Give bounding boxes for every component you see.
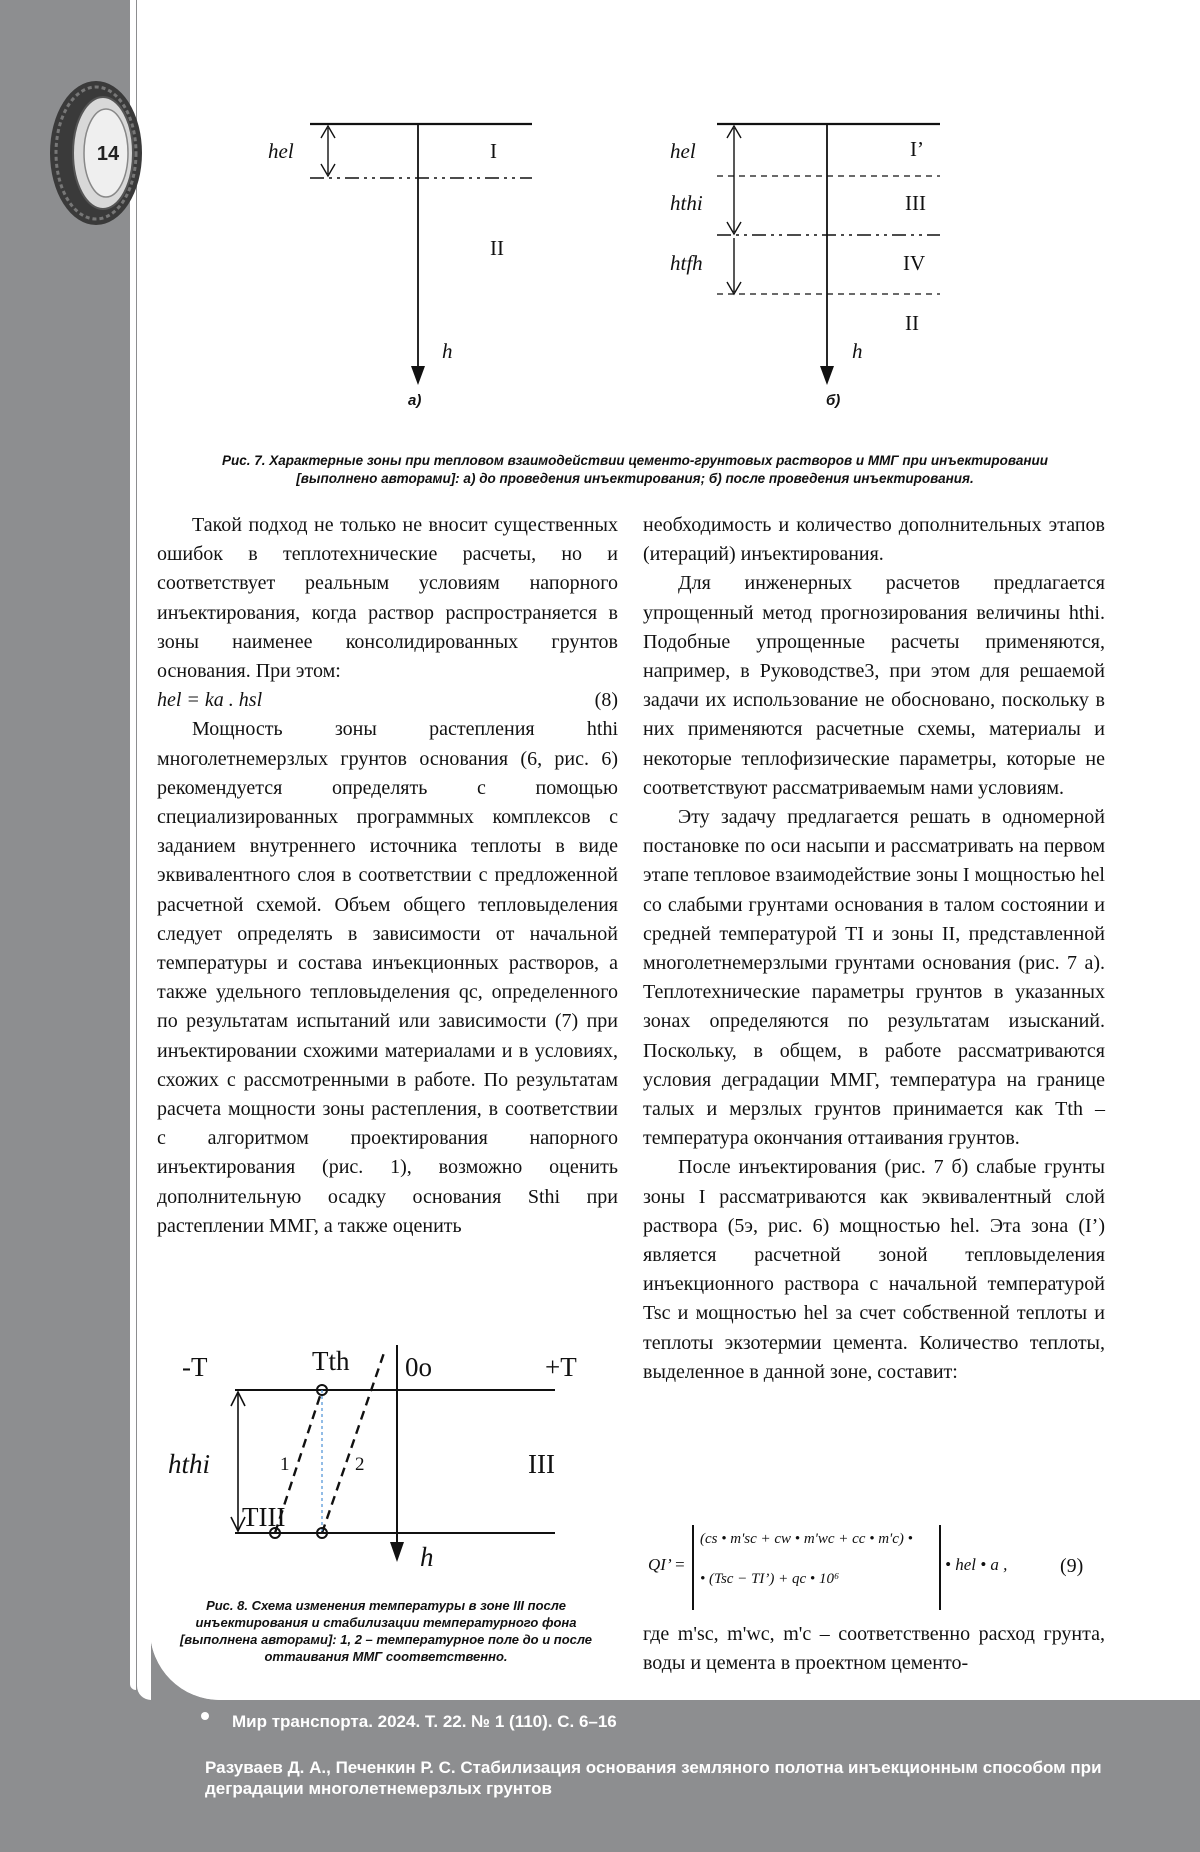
paragraph: Эту задачу предлагается решать в одномерной постановке по оси насыпи и рассматривать на первом этапе тепловое взаимодействие зоны I мощностью hel со слабыми грунтами основания в талом состоянии и средней температурой TI и зоны II, представленной многолетнемерзлыми грунтами основания (рис. 7 а). Теплотехнические параметры грунтов в указанных зонах определяются по результатам изысканий. Поскольку, в общем, в работе рассматриваются условия деградации ММГ, температура на границе талых и мерзлых грунтов принимается как Tth – температура окончания оттаивания грунтов.: [643, 806, 1105, 1150]
paragraph: Для инженерных расчетов предлагается упрощенный метод прогнозирования величины hthi. Подобные упрощенные расчеты применяются, например, в Руководстве3, при этом для решаемой задачи их использование не обосновано, поскольку в них применяются расчетные схемы, материалы и некоторые теплофизические параметры, которые не соответствуют рассматриваемым нами условиям.: [643, 572, 1105, 799]
journal-reference: Мир транспорта. 2024. Т. 22. № 1 (110). С. 6–16: [232, 1712, 617, 1731]
label-zero: 0o: [405, 1352, 432, 1382]
page-number: 14: [96, 143, 120, 165]
zone-label: I: [490, 139, 497, 163]
paragraph: где m'sc, m'wc, m'c – соответственно расход грунта, воды и цемента в проектном цементо-: [643, 1623, 1105, 1675]
paragraph: Мощность зоны растепления hthi многолетнемерзлых грунтов основания (6, рис. 6) рекомендуется определять с помощью специализированных программных комплексов с заданием внутреннего источника теплоты в виде эквивалентного слоя в соответствии с предложенной расчетной схемой. Объем общего тепловыделения следует определять в зависимости от начальной температуры и состава инъекционных растворов, а также удельного тепловыделения qc, определенного по результатам испытаний или зависимости (7) при инъектировании схожими материалами и в условиях, схожих с рассмотренными в работе. По результатам расчета мощности зоны растепления, в соответствии с алгоритмом проектирования напорного инъектирования (рис. 1), возможно оценить дополнительную осадку основания Sthi при растеплении ММГ, а также оценить: [157, 718, 618, 1237]
page-edge: [137, 0, 151, 1700]
equation-9-number: (9): [1060, 1555, 1084, 1577]
sublabel-b: б): [826, 392, 841, 409]
label-plus-t: +T: [545, 1352, 577, 1382]
label-tth: Tth: [312, 1346, 350, 1376]
figure-8: [160, 1340, 620, 1590]
left-column: [157, 511, 618, 1241]
figure-7: [260, 110, 960, 420]
zone-label: III: [905, 191, 926, 215]
label-hel-b: hel: [670, 139, 696, 163]
article-reference: Разуваев Д. А., Печенкин Р. С. Стабилизация основания земляного полотна инъекционным способом при деградации многолетнемерзлых грунтов: [205, 1758, 1102, 1798]
axis-label-h: h: [442, 339, 453, 363]
paragraph: необходимость и количество дополнительных этапов (итераций) инъектирования.: [643, 514, 1105, 566]
axis-label-h: h: [852, 339, 863, 363]
paragraph: После инъектирования (рис. 7 б) слабые грунты зоны I рассматриваются как эквивалентный слой раствора (5э, рис. 6) мощностью hel. Эта зона (I’) является расчетной зоной тепловыделения инъекционного раствора с начальной температурой Tsc и мощностью hel за счет собственной теплоты и теплоты экзотермии цемента. Количество теплоты, выделенное в данной зоне, составит:: [643, 1156, 1105, 1383]
axis-label-h: h: [420, 1542, 434, 1572]
figure-7-caption: Рис. 7. Характерные зоны при тепловом взаимодействии цементо-грунтовых растворов и ММГ при инъектировании [выполнено авторами]: а) до проведения инъектирования; б) после проведения инъектирования.: [221, 453, 1049, 486]
paragraph: Такой подход не только не вносит существенных ошибок в теплотехнические расчеты, но и соответствует реальным условиям напорного инъектирования, когда раствор распространяется в зоны наименее консолидированных грунтов основания. При этом:: [157, 514, 618, 683]
zone-label: II: [905, 311, 919, 335]
equation-9-row1: (cs • m'sc + cw • m'wc + cc • m'c) •: [700, 1531, 913, 1547]
label-2: 2: [355, 1454, 365, 1475]
label-1: 1: [280, 1454, 290, 1475]
zone-label: I’: [910, 137, 924, 161]
footer-bullet: [201, 1712, 209, 1720]
page-edge: [130, 0, 136, 1690]
label-hel-a: hel: [268, 139, 294, 163]
equation-8-expression: hel = ka . hsl: [157, 689, 263, 712]
right-column: [643, 511, 1105, 1387]
figure-8-caption: Рис. 8. Схема изменения температуры в зоне III после инъектирования и стабилизации температурного фона [выполнена авторами]: 1, 2 – температурное поле до и после оттаивания ММГ соответственно.: [179, 1598, 593, 1664]
tire-page-badge: [48, 78, 148, 228]
equation-9-lhs: QI’ =: [648, 1555, 686, 1574]
label-iii: III: [528, 1449, 555, 1479]
label-hthi: hthi: [168, 1449, 211, 1479]
equation-9-rhs: • hel • a ,: [945, 1555, 1008, 1574]
equation-8: [157, 686, 618, 715]
equation-9-row2: • (Tsc − TI’) + qc • 10⁶: [700, 1571, 840, 1587]
label-hthi-b: hthi: [670, 191, 703, 215]
zone-label: IV: [903, 251, 926, 275]
label-tiii: TIII: [242, 1502, 286, 1532]
right-column-tail: [643, 1620, 1105, 1678]
zone-label: II: [490, 236, 504, 260]
sublabel-a: а): [408, 392, 422, 409]
equation-8-number: (8): [594, 689, 618, 712]
label-htfh-b: htfh: [670, 251, 703, 275]
equation-9: [640, 1525, 1110, 1615]
label-minus-t: -T: [182, 1352, 208, 1382]
